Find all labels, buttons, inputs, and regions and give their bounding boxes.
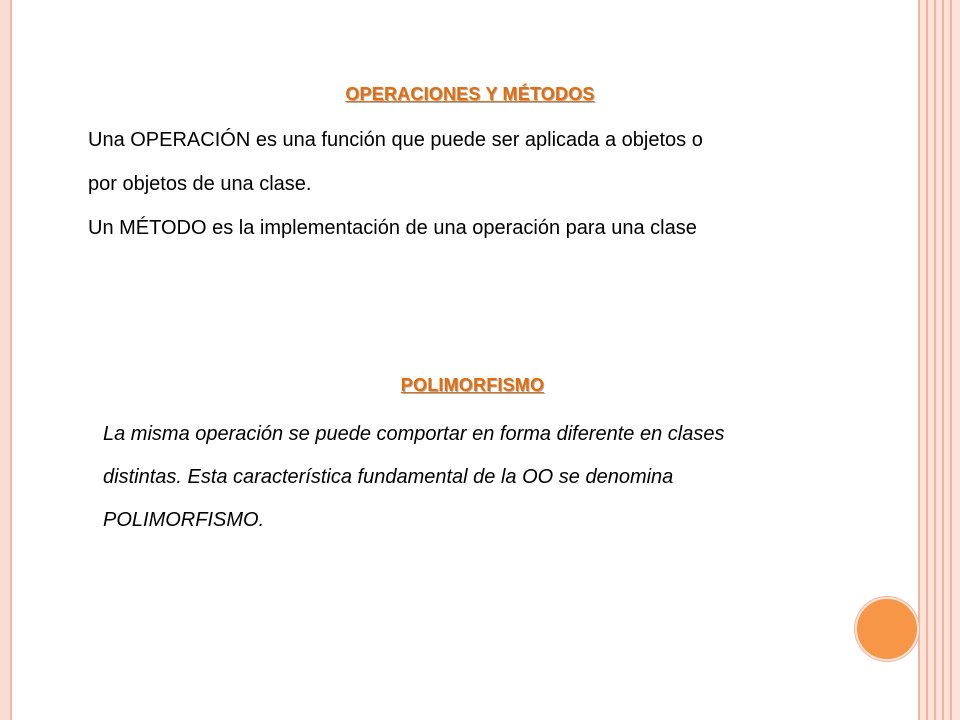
body-line: POLIMORFISMO. [103, 509, 265, 531]
section-body-operaciones [88, 118, 848, 250]
section-heading-operaciones: OPERACIONES Y MÉTODOS [345, 84, 595, 104]
section-heading-polimorfismo: POLIMORFISMO [400, 375, 545, 395]
decorative-circle-icon [855, 597, 919, 661]
right-frame-stripes [918, 0, 960, 720]
body-line: Un MÉTODO es la implementación de una operación para una clase [88, 217, 697, 239]
section-body-polimorfismo [103, 413, 863, 542]
body-line: La misma operación se puede comportar en forma diferente en clases [103, 423, 725, 445]
left-frame-border [0, 0, 12, 720]
body-line: distintas. Esta característica fundamental de la OO se denomina [103, 466, 674, 488]
body-line: por objetos de una clase. [88, 173, 312, 195]
body-line: Una OPERACIÓN es una función que puede ser aplicada a objetos o [88, 129, 703, 151]
